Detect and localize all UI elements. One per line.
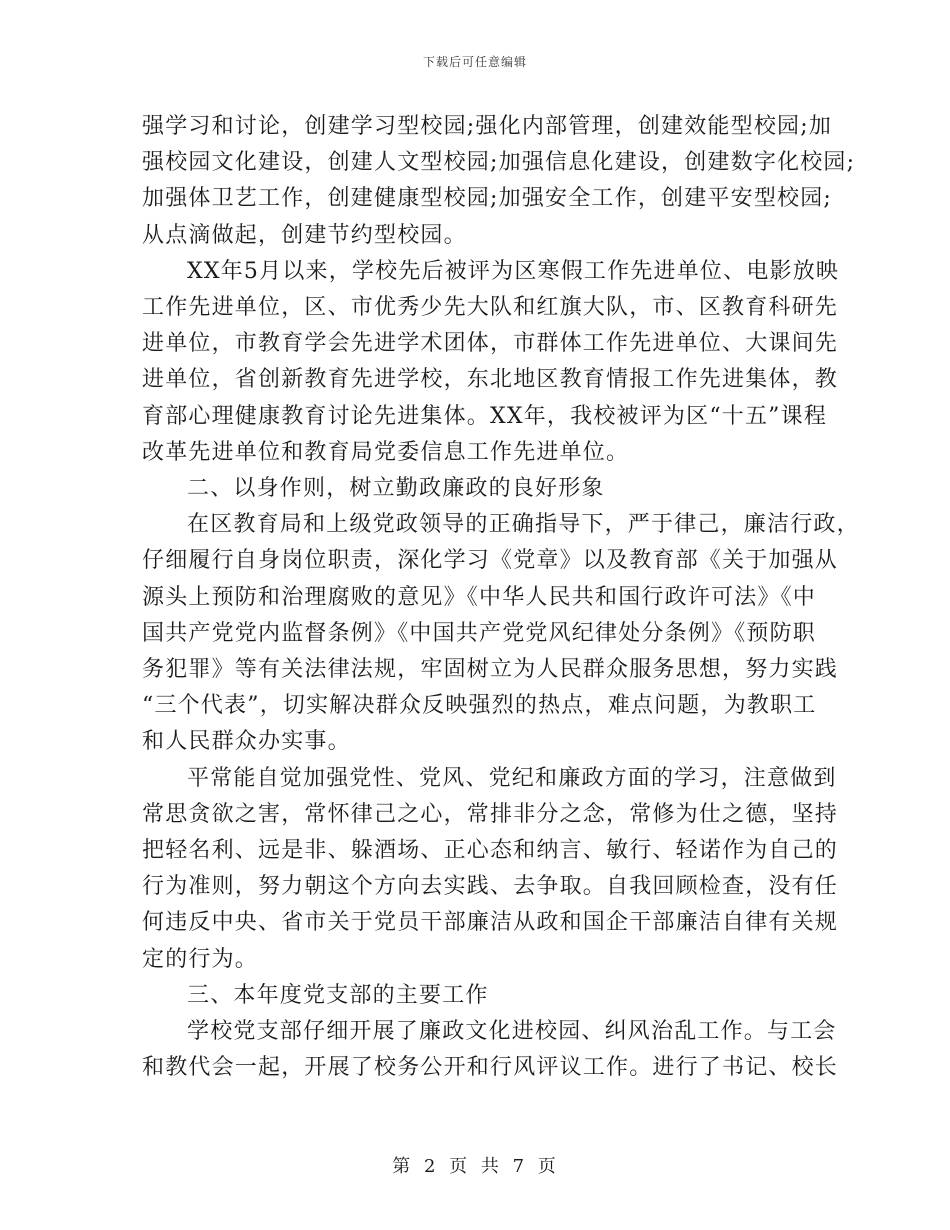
paragraph-line: 工作先进单位，区、市优秀少先大队和红旗大队，市、区教育科研先	[142, 295, 839, 321]
paragraph-line: 国共产党党内监督条例》《中国共产党党风纪律处分条例》《预防职	[142, 620, 817, 646]
paragraph-line: 从点滴做起，创建节约型校园。	[142, 222, 467, 248]
paragraph-line: 平常能自觉加强党性、党风、党纪和廉政方面的学习，注意做到	[187, 765, 837, 791]
paragraph-line: 务犯罪》等有关法律法规，牢固树立为人民群众服务思想，努力实践	[142, 657, 839, 683]
paragraph-line: 进单位，市教育学会先进学术团体，市群体工作先进单位、大课间先	[142, 331, 839, 357]
paragraph	[142, 507, 860, 760]
paragraph-line: 强校园文化建设，创建人文型校园;加强信息化建设，创建数字化校园;	[142, 150, 856, 176]
paragraph-line: 和人民群众办实事。	[142, 729, 351, 755]
paragraph-line: 常思贪欲之害，常怀律己之心，常排非分之念，常修为仕之德，坚持	[142, 801, 839, 827]
document-body	[142, 109, 860, 1086]
page-number-footer: 第 2 页 共 7 页	[392, 1156, 558, 1177]
paragraph-line: 强学习和讨论，创建学习型校园;强化内部管理，创建效能型校园;加	[142, 114, 833, 139]
paragraph-line: 和教代会一起，开展了校务公开和行风评议工作。进行了书记、校长	[142, 1055, 839, 1081]
paragraph	[142, 254, 840, 471]
paragraph-line: “三个代表”，切实解决群众反映强烈的热点，难点问题，为教职工	[142, 693, 817, 719]
paragraph-line: 进单位，省创新教育先进学校，东北地区教育情报工作先进集体，教	[142, 367, 839, 393]
paragraph	[142, 761, 839, 978]
paragraph	[142, 471, 814, 507]
paragraph	[142, 109, 856, 254]
paragraph-line: XX年5月以来，学校先后被评为区寒假工作先进单位、电影放映	[187, 258, 840, 284]
paragraph-line: 在区教育局和上级党政领导的正确指导下，严于律己，廉洁行政，	[187, 512, 860, 538]
paragraph-line: 行为准则，努力朝这个方向去实践、去争取。自我回顾检查，没有任	[142, 874, 839, 900]
paragraph-line: 何违反中央、省市关于党员干部廉洁从政和国企干部廉洁自律有关规	[142, 910, 839, 936]
paragraph-line: 育部心理健康教育讨论先进集体。XX年，我校被评为区“十五”课程	[142, 403, 828, 429]
paragraph-line: 加强体卫艺工作，创建健康型校园;加强安全工作，创建平安型校园;	[142, 186, 833, 212]
paragraph-line: 仔细履行自身岗位职责，深化学习《党章》以及教育部《关于加强从	[142, 548, 839, 574]
paragraph-line: 三、本年度党支部的主要工作	[187, 982, 489, 1008]
paragraph-line: 二、以身作则，树立勤政廉政的良好形象	[187, 476, 605, 502]
paragraph-line: 定的行为。	[142, 946, 259, 972]
paragraph-line: 改革先进单位和教育局党委信息工作先进单位。	[142, 439, 630, 465]
paragraph	[142, 978, 814, 1014]
paragraph-line: 学校党支部仔细开展了廉政文化进校园、纠风治乱工作。与工会	[187, 1019, 837, 1045]
paragraph-line: 源头上预防和治理腐败的意见》《中华人民共和国行政许可法》《中	[142, 584, 817, 610]
paragraph	[142, 1014, 839, 1086]
page-header: 下载后可任意编辑	[422, 55, 527, 69]
paragraph-line: 把轻名利、远是非、躲酒场、正心态和纳言、敏行、轻诺作为自己的	[142, 838, 839, 864]
